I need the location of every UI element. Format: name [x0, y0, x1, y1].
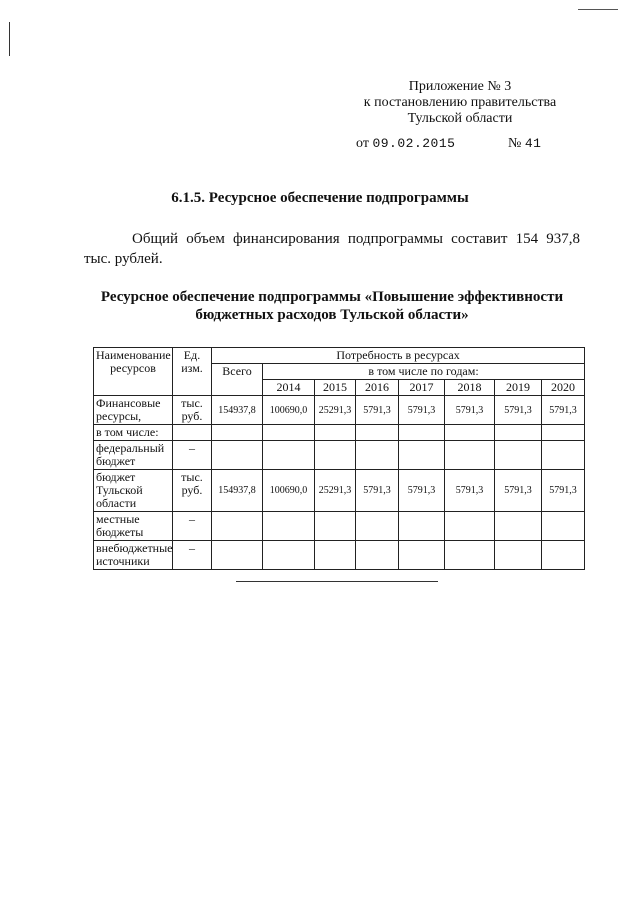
row-total — [212, 541, 263, 570]
row-value: 25291,3 — [315, 396, 356, 425]
header-total: Всего — [212, 364, 263, 396]
row-name: федеральный бюджет — [94, 441, 173, 470]
header-year: 2020 — [542, 380, 585, 396]
row-unit: тыс. руб. — [173, 396, 212, 425]
row-value — [315, 441, 356, 470]
funding-paragraph: Общий объем финансирования подпрограммы составит 154 937,8 тыс. рублей. — [84, 231, 580, 267]
number-prefix: № — [508, 136, 522, 151]
table-row — [94, 541, 585, 570]
row-unit — [173, 425, 212, 441]
row-value — [445, 512, 495, 541]
header-year: 2016 — [356, 380, 399, 396]
scan-artifact-line — [578, 9, 618, 10]
row-value: 5791,3 — [542, 396, 585, 425]
row-value: 5791,3 — [495, 396, 542, 425]
row-unit: – — [173, 541, 212, 570]
row-value — [445, 425, 495, 441]
row-value — [495, 441, 542, 470]
row-total — [212, 512, 263, 541]
row-unit: – — [173, 441, 212, 470]
row-value — [263, 541, 315, 570]
row-value — [542, 441, 585, 470]
row-total — [212, 425, 263, 441]
row-value: 100690,0 — [263, 470, 315, 512]
row-value — [495, 541, 542, 570]
header-year: 2019 — [495, 380, 542, 396]
row-value — [399, 425, 445, 441]
number-value: 41 — [524, 136, 542, 151]
header-year: 2014 — [263, 380, 315, 396]
row-value: 5791,3 — [356, 396, 399, 425]
table-heading: Ресурсное обеспечение подпрограммы «Повышение эффективности бюджетных расходов Тульской области» — [100, 289, 564, 323]
row-total: 154937,8 — [212, 470, 263, 512]
row-value — [399, 441, 445, 470]
row-value: 5791,3 — [445, 470, 495, 512]
row-name: внебюджетные источники — [94, 541, 173, 570]
row-name: местные бюджеты — [94, 512, 173, 541]
row-unit: тыс. руб. — [173, 470, 212, 512]
row-value — [263, 512, 315, 541]
number-field — [508, 136, 541, 152]
table-row — [94, 512, 585, 541]
row-value — [542, 541, 585, 570]
header-by-year: в том числе по годам: — [263, 364, 585, 380]
header-unit: Ед. изм. — [173, 348, 212, 396]
row-value: 5791,3 — [495, 470, 542, 512]
header-year: 2015 — [315, 380, 356, 396]
row-value: 5791,3 — [445, 396, 495, 425]
table-row — [94, 396, 585, 425]
table-row — [94, 441, 585, 470]
appendix-title: Приложение № 3 — [408, 79, 512, 94]
table-row — [94, 470, 585, 512]
row-name: в том числе: — [94, 425, 173, 441]
row-value: 25291,3 — [315, 470, 356, 512]
row-value — [445, 541, 495, 570]
row-value — [263, 425, 315, 441]
row-value — [356, 425, 399, 441]
header-name: Наименование ресурсов — [94, 348, 173, 396]
row-value — [542, 512, 585, 541]
row-value — [542, 425, 585, 441]
row-value: 5791,3 — [399, 470, 445, 512]
appendix-block — [340, 79, 580, 127]
row-value — [315, 541, 356, 570]
row-value — [315, 512, 356, 541]
row-value — [356, 512, 399, 541]
resources-table — [93, 347, 585, 570]
row-value — [356, 441, 399, 470]
row-value: 5791,3 — [356, 470, 399, 512]
section-heading: 6.1.5. Ресурсное обеспечение подпрограммы — [171, 190, 469, 206]
row-value — [399, 512, 445, 541]
row-value — [495, 425, 542, 441]
appendix-region: Тульской области — [407, 111, 513, 126]
date-value: 09.02.2015 — [372, 136, 456, 151]
date-prefix: от — [356, 136, 369, 151]
row-value: 100690,0 — [263, 396, 315, 425]
row-value: 5791,3 — [542, 470, 585, 512]
row-total: 154937,8 — [212, 396, 263, 425]
date-field — [356, 136, 455, 152]
header-year: 2018 — [445, 380, 495, 396]
row-value — [399, 541, 445, 570]
row-value: 5791,3 — [399, 396, 445, 425]
row-total — [212, 441, 263, 470]
header-year: 2017 — [399, 380, 445, 396]
row-value — [495, 512, 542, 541]
row-name: Финансовые ресурсы, — [94, 396, 173, 425]
row-value — [263, 441, 315, 470]
signature-rule — [236, 581, 438, 582]
scan-artifact-mark — [9, 22, 10, 56]
row-value — [356, 541, 399, 570]
appendix-subtitle: к постановлению правительства — [363, 95, 557, 110]
row-value — [445, 441, 495, 470]
row-value — [315, 425, 356, 441]
table-row — [94, 425, 585, 441]
row-unit: – — [173, 512, 212, 541]
row-name: бюджет Тульской области — [94, 470, 173, 512]
header-need: Потребность в ресурсах — [212, 348, 585, 364]
